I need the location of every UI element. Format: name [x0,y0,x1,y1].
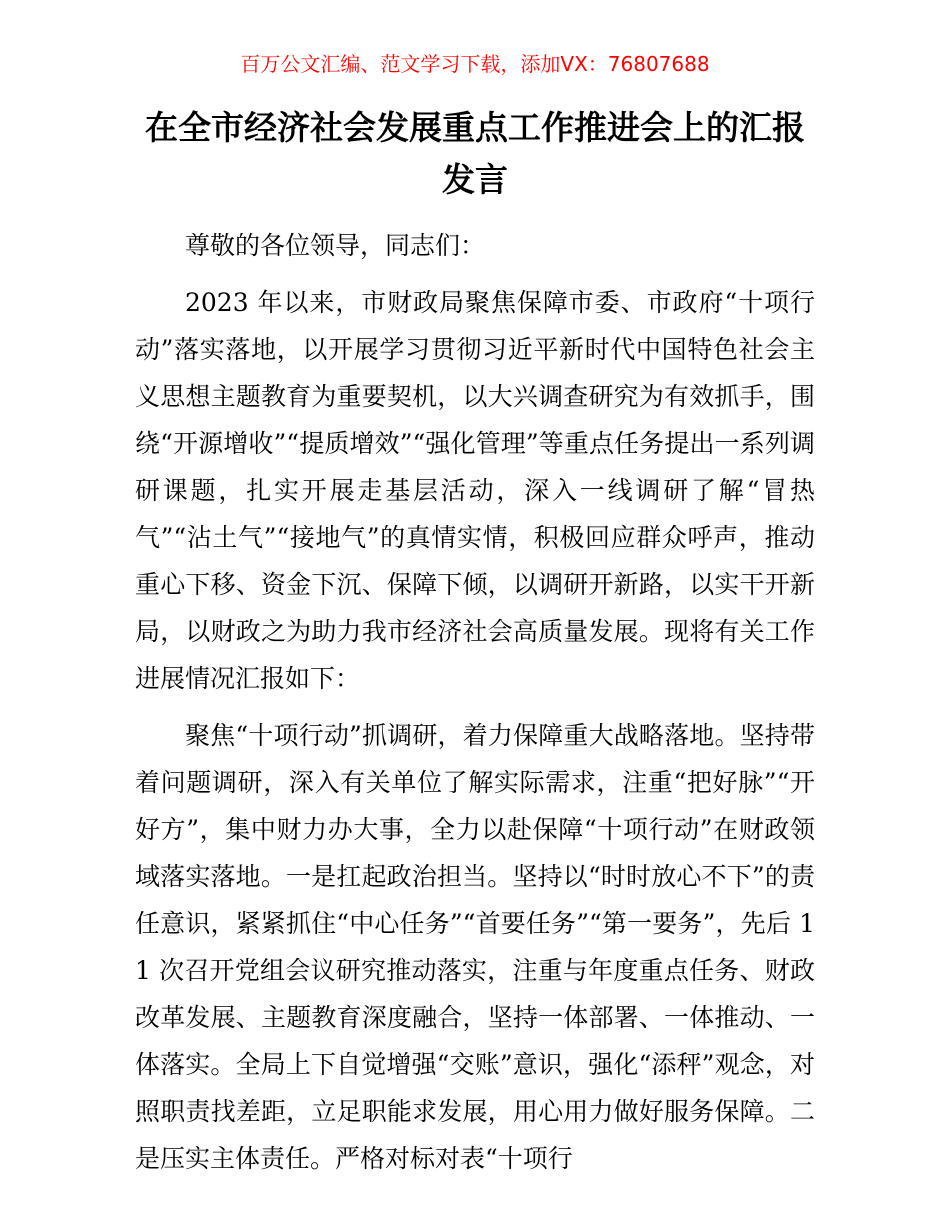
paragraph-salutation: 尊敬的各位领导，同志们： [185,231,486,260]
paragraph-intro: 2023 年以来，市财政局聚焦保障市委、市政府“十项行动”落实落地，以开展学习贯彻习近平新时代中国特色社会主义思想主题教育为重要契机，以大兴调查研究为有效抓手，围绕“开源增收”“提质增效”“强化管理”等重点任务提出一系列调研课题，扎实开展走基层活动，深入一线调研了解“冒热气”“沾土气”“接地气”的真情实情，积极回应群众呼声，推动重心下移、资金下沉、保障下倾，以调研开新路，以实干开新局，以财政之为助力我市经济社会高质量发展。现将有关工作进展情况汇报如下： [135,288,815,693]
document-body [135,222,815,1182]
promo-notice: 百万公文汇编、范文学习下载，添加VX：76807688 [240,52,710,76]
paragraph-section-1: 聚焦“十项行动”抓调研，着力保障重大战略落地。坚持带着问题调研，深入有关单位了解实际需求，注重“把好脉”“开好方”，集中财力办大事，全力以赴保障“十项行动”在财政领域落实落地。一是扛起政治担当。坚持以“时时放心不下”的责任意识，紧紧抓住“中心任务”“首要任务”“第一要务”，先后 11 次召开党组会议研究推动落实，注重与年度重点任务、财政改革发展、主题教育深度融合，坚持一体部署、一体推动、一体落实。全局上下自觉增强“交账”意识，强化“添秤”观念，对照职责找差距，立足职能求发展，用心用力做好服务保障。二是压实主体责任。严格对标对表“十项行 [135,721,815,1173]
document-title: 在全市经济社会发展重点工作推进会上的汇报发言 [145,108,805,199]
